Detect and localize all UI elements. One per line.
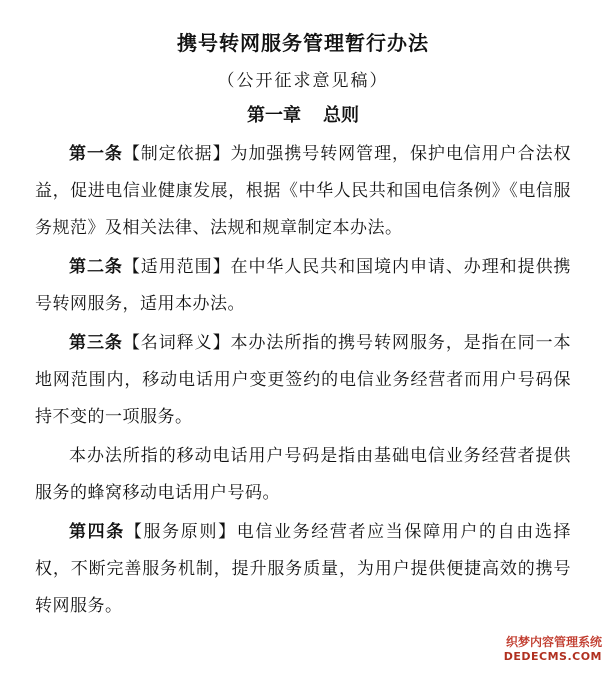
article-heading: 【服务原则】 <box>124 522 237 542</box>
watermark-domain-text: DEDECMS.COM <box>503 650 602 663</box>
article-text: 本办法所指的移动电话用户号码是指由基础电信业务经营者提供服务的蜂窝移动电话用户号码。 <box>35 446 571 503</box>
article-text: 本办法所指的携号转网服务，是指在同一本地网范围内，移动电话用户变更签约的电信业务经营者而用户号码保持不变的一项服务。 <box>35 333 572 427</box>
chapter-heading <box>35 104 571 128</box>
article-3-paragraph-2 <box>35 438 571 512</box>
document-title: 携号转网服务管理暂行办法 <box>177 31 429 55</box>
chapter-number: 第一章 <box>247 105 301 126</box>
article-1 <box>35 136 571 247</box>
article-4 <box>35 514 571 625</box>
document <box>35 30 571 627</box>
article-text: 在中华人民共和国境内申请、办理和提供携号转网服务，适用本办法。 <box>35 257 572 314</box>
document-subtitle: （公开征求意见稿） <box>217 71 389 91</box>
article-2 <box>35 249 571 323</box>
article-heading: 【名词释义】 <box>122 333 231 353</box>
site-watermark <box>498 634 602 668</box>
article-number: 第四条 <box>69 522 125 542</box>
article-number: 第三条 <box>69 333 123 353</box>
article-number: 第一条 <box>69 144 123 164</box>
article-text: 为加强携号转网管理，保护电信用户合法权益，促进电信业健康发展，根据《中华人民共和国电信条例》《电信服务规范》及相关法律、法规和规章制定本办法。 <box>35 144 572 238</box>
article-number: 第二条 <box>69 257 123 277</box>
article-heading: 【适用范围】 <box>122 257 231 277</box>
watermark-cn-text: 织梦内容管理系统 <box>505 635 602 649</box>
article-3 <box>35 325 571 436</box>
article-text: 电信业务经营者应当保障用户的自由选择权，不断完善服务机制，提升服务质量，为用户提供便捷高效的携号转网服务。 <box>35 522 572 616</box>
chapter-name: 总则 <box>323 105 359 126</box>
article-heading: 【制定依据】 <box>122 144 231 164</box>
